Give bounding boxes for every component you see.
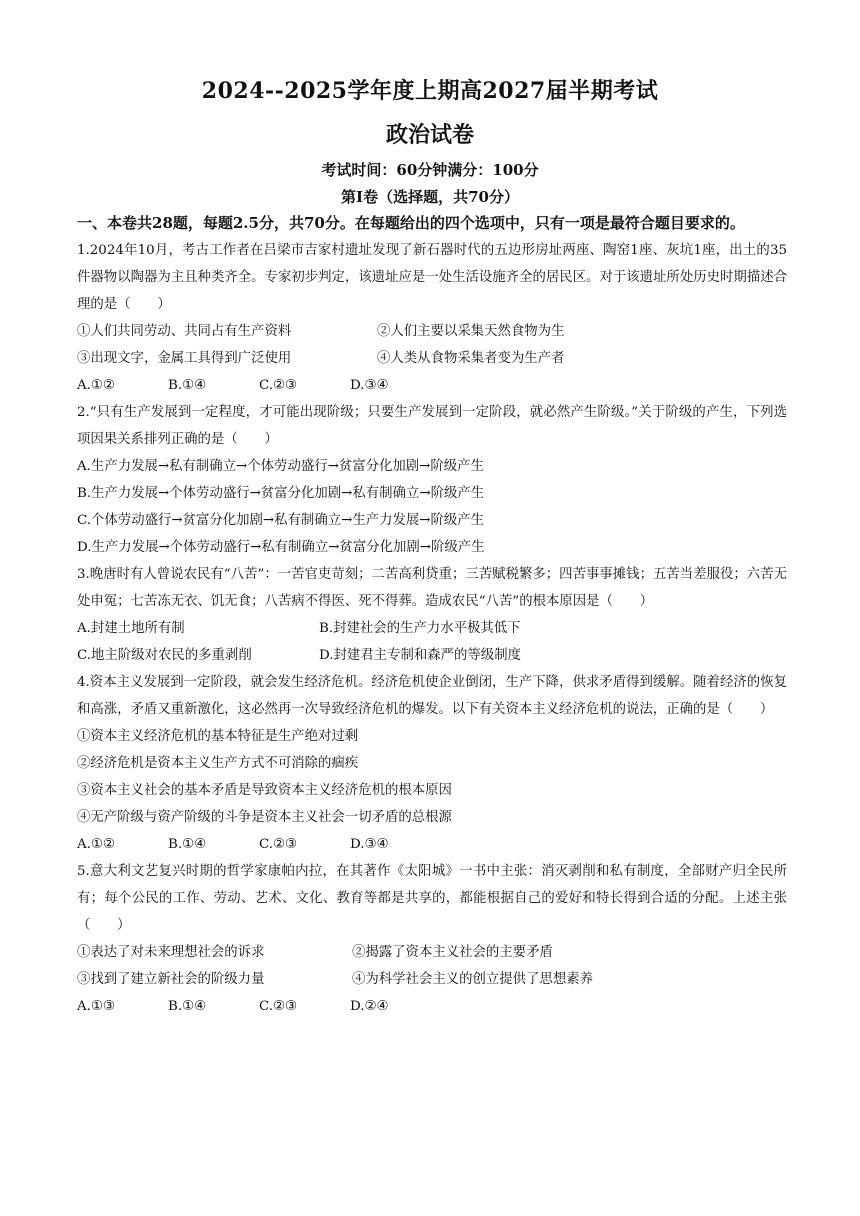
question-1-stem: 1.2024年10月，考古工作者在吕梁市吉家村遗址发现了新石器时代的五边形房址两座、陶窑1座、灰坑1座，出土的35件器物以陶器为主且种类齐全。专家初步判定，该遗址应是一处生活设施齐全的居民区。对于该遗址所处历史时期描述合理的是（ ） xyxy=(77,243,787,312)
question-1-statements-row-1 xyxy=(77,318,787,345)
option[interactable]: B.生产力发展→个体劳动盛行→贫富分化加剧→私有制确立→阶级产生 xyxy=(77,486,485,501)
option[interactable]: A.封建土地所有制 xyxy=(77,621,185,636)
option[interactable]: C.②③ xyxy=(259,378,298,393)
option[interactable]: C.②③ xyxy=(259,999,298,1014)
statement: ②经济危机是资本主义生产方式不可消除的痼疾 xyxy=(77,756,359,771)
statement: ②揭露了资本主义社会的主要矛盾 xyxy=(352,945,553,960)
option[interactable]: A.①② xyxy=(77,837,115,852)
option[interactable]: D.生产力发展→个体劳动盛行→私有制确立→贫富分化加剧→阶级产生 xyxy=(77,540,485,555)
option[interactable]: D.②④ xyxy=(350,999,389,1014)
option[interactable]: C.地主阶级对农民的多重剥削 xyxy=(77,648,252,663)
question-4-options xyxy=(77,831,787,858)
option[interactable]: B.①④ xyxy=(168,999,207,1014)
section-heading: 第Ⅰ卷（选择题，共70分） xyxy=(341,188,519,206)
question-5-statements-row-2 xyxy=(77,966,787,993)
statement: ③出现文字，金属工具得到广泛使用 xyxy=(77,351,292,366)
option[interactable]: A.①② xyxy=(77,378,115,393)
statement: ④人类从食物采集者变为生产者 xyxy=(377,351,565,366)
option[interactable]: C.②③ xyxy=(259,837,298,852)
option[interactable]: B.①④ xyxy=(168,378,207,393)
question-4-stem: 4.资本主义发展到一定阶段，就会发生经济危机。经济危机使企业倒闭，生产下降，供求矛盾得到缓解。随着经济的恢复和高涨，矛盾又重新激化，这必然再一次导致经济危机的爆发。以下有关资本主义经济危机的说法，正确的是（ ） xyxy=(77,675,787,717)
statement: ②人们主要以采集天然食物为生 xyxy=(377,324,565,339)
statement: ①人们共同劳动、共同占有生产资料 xyxy=(77,324,292,339)
question-3-options-row-1 xyxy=(77,615,787,642)
question-1-options xyxy=(77,372,787,399)
question-5-stem: 5.意大利文艺复兴时期的哲学家康帕内拉，在其著作《太阳城》一书中主张：消灭剥削和私有制度，全部财产归全民所有；每个公民的工作、劳动、艺术、文化、教育等都是共享的，都能根据自己的爱好和特长得到合适的分配。上述主张（ ） xyxy=(77,864,787,933)
option[interactable]: D.封建君主专制和森严的等级制度 xyxy=(319,648,521,663)
option[interactable]: C.个体劳动盛行→贫富分化加剧→私有制确立→生产力发展→阶级产生 xyxy=(77,513,485,528)
question-5-statements-row-1 xyxy=(77,939,787,966)
statement: ③资本主义社会的基本矛盾是导致资本主义经济危机的根本原因 xyxy=(77,783,452,798)
subject-title: 政治试卷 xyxy=(385,122,474,148)
exam-info: 考试时间：60分钟满分：100分 xyxy=(321,161,539,179)
option[interactable]: B.①④ xyxy=(168,837,207,852)
question-5-options xyxy=(77,993,787,1020)
statement: ③找到了建立新社会的阶级力量 xyxy=(77,972,265,987)
option[interactable]: D.③④ xyxy=(350,837,389,852)
option[interactable]: A.生产力发展→私有制确立→个体劳动盛行→贫富分化加剧→阶级产生 xyxy=(77,459,484,474)
statement: ④无产阶级与资产阶级的斗争是资本主义社会一切矛盾的总根源 xyxy=(77,810,452,825)
statement: ①表达了对未来理想社会的诉求 xyxy=(77,945,265,960)
exam-title: 2024--2025学年度上期高2027届半期考试 xyxy=(201,78,659,104)
question-2-stem: 2.“只有生产发展到一定程度，才可能出现阶级；只要生产发展到一定阶段，就必然产生阶级。”关于阶级的产生，下列选项因果关系排列正确的是（ ） xyxy=(77,405,787,447)
instructions: 一、本卷共28题，每题2.5分，共70分。在每题给出的四个选项中，只有一项是最符合题目要求的。 xyxy=(77,214,745,232)
question-3-stem: 3.晚唐时有人曾说农民有“八苦”：一苦官吏苛刻；二苦高利贷重；三苦赋税繁多；四苦事事摊钱；五苦当差服役；六苦无处申冤；七苦冻无衣、饥无食；八苦病不得医、死不得葬。造成农民“八苦”的根本原因是（ ） xyxy=(77,567,787,609)
statement: ④为科学社会主义的创立提供了思想素养 xyxy=(352,972,594,987)
question-content xyxy=(77,210,787,1020)
option[interactable]: A.①③ xyxy=(77,999,115,1014)
option[interactable]: D.③④ xyxy=(350,378,389,393)
statement: ①资本主义经济危机的基本特征是生产绝对过剩 xyxy=(77,729,359,744)
option[interactable]: B.封建社会的生产力水平极其低下 xyxy=(319,621,521,636)
question-3-options-row-2 xyxy=(77,642,787,669)
question-1-statements-row-2 xyxy=(77,345,787,372)
